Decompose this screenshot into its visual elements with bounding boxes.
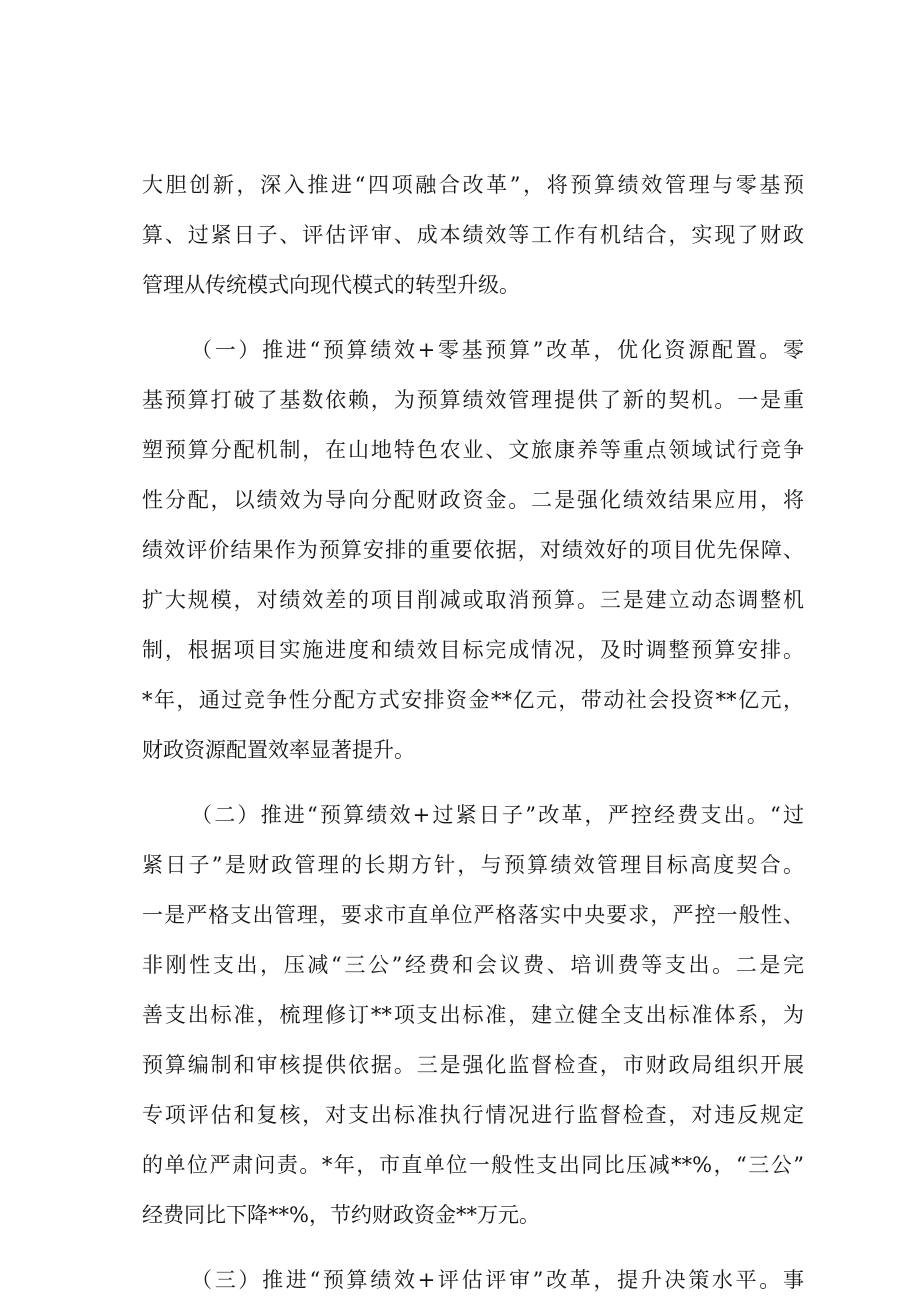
section-heading-line: （一）推进“预算绩效+零基预算”改革，优化资源配置。零 [191,338,804,362]
text-line: 性分配，以绩效为导向分配财政资金。二是强化绩效结果应用，将 [142,488,804,512]
text-line: 的单位严肃问责。*年，市直单位一般性支出同比压减**%，“三公” [142,1153,804,1177]
text-line: 紧日子”是财政管理的长期方针，与预算绩效管理目标高度契合。 [142,853,804,877]
text-line: 非刚性支出，压减“三公”经费和会议费、培训费等支出。二是完 [142,953,804,977]
text-line: 绩效评价结果作为预算安排的重要依据，对绩效好的项目优先保障、 [142,538,804,562]
text-line: 制，根据项目实施进度和绩效目标完成情况，及时调整预算安排。 [142,638,804,662]
text-line: *年，通过竞争性分配方式安排资金**亿元，带动社会投资**亿元， [142,688,804,712]
text-line: 一是严格支出管理，要求市直单位严格落实中央要求，严控一般性、 [142,903,804,927]
text-line: 塑预算分配机制，在山地特色农业、文旅康养等重点领域试行竞争 [142,438,804,462]
text-line: 预算编制和审核提供依据。三是强化监督检查，市财政局组织开展 [142,1053,804,1077]
text-line: 算、过紧日子、评估评审、成本绩效等工作有机结合，实现了财政 [142,223,804,247]
text-line: 经费同比下降**%，节约财政资金**万元。 [142,1203,540,1227]
section-heading-line: （二）推进“预算绩效+过紧日子”改革，严控经费支出。“过 [191,803,804,827]
text-line: 善支出标准，梳理修订**项支出标准，建立健全支出标准体系，为 [142,1003,804,1027]
text-line: 基预算打破了基数依赖，为预算绩效管理提供了新的契机。一是重 [142,388,804,412]
text-line: 财政资源配置效率显著提升。 [142,738,415,762]
text-line: 扩大规模，对绩效差的项目削减或取消预算。三是建立动态调整机 [142,588,804,612]
text-line: 大胆创新，深入推进“四项融合改革”，将预算绩效管理与零基预 [142,173,804,197]
text-line: 专项评估和复核，对支出标准执行情况进行监督检查，对违反规定 [142,1103,804,1127]
text-line: 管理从传统模式向现代模式的转型升级。 [142,273,520,297]
section-heading-line: （三）推进“预算绩效+评估评审”改革，提升决策水平。事 [191,1268,804,1292]
